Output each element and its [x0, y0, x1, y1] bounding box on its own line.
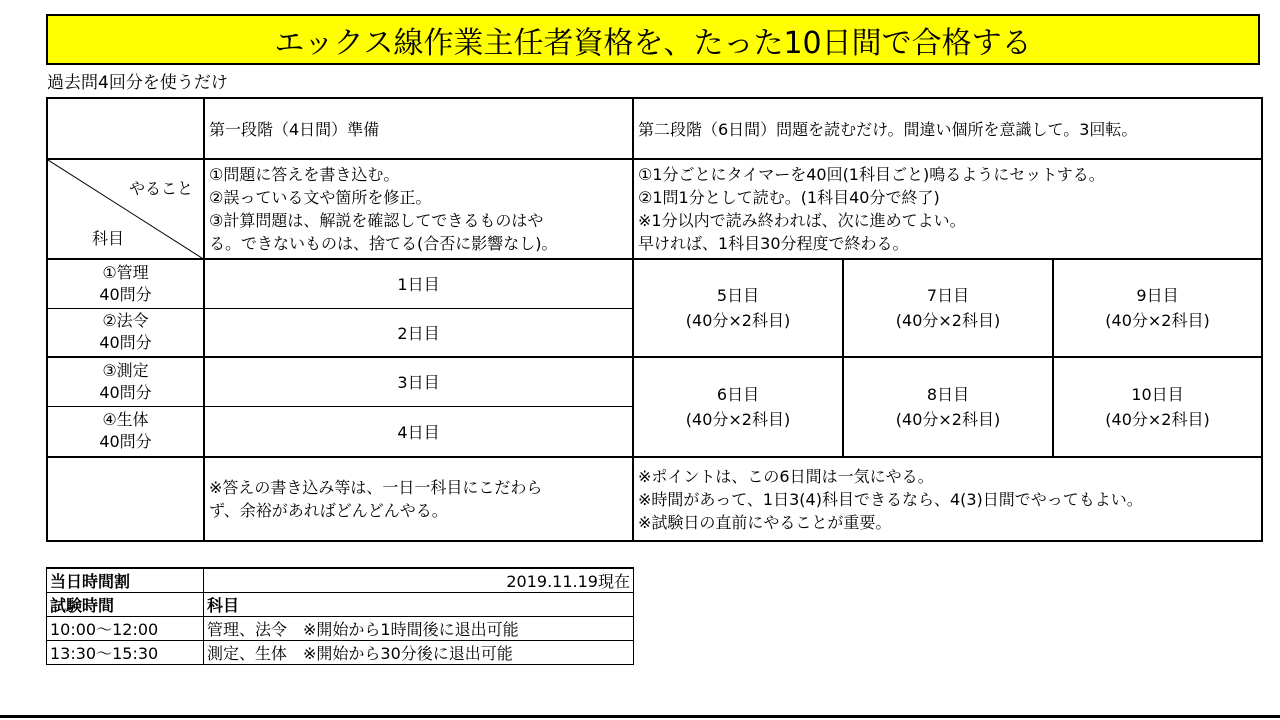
corner-cell: [47, 159, 204, 259]
schedule-time: 10:00～12:00: [47, 617, 204, 641]
schedule-subject-header: 科目: [204, 593, 634, 617]
subject-name: ②法令: [102, 311, 149, 331]
schedule-subject: 測定、生体 ※開始から30分後に退出可能: [204, 641, 634, 665]
day-detail: (40分×2科目): [1105, 311, 1210, 330]
stage1-tasks: [204, 159, 633, 259]
notes-empty-cell: [47, 457, 204, 541]
subject-cell: [47, 259, 204, 308]
day-label: 5日目: [716, 286, 760, 305]
stage2-header: 第二段階（6日間）問題を読むだけ。間違い個所を意識して。3回転。: [633, 98, 1262, 159]
stage2-day-cell: [843, 357, 1053, 457]
note-line: ※答えの書き込み等は、一日一科目にこだわら: [209, 478, 543, 497]
stage2-task-line: 早ければ、1科目30分程度で終わる。: [638, 234, 909, 253]
stage2-tasks: [633, 159, 1262, 259]
day-label: 10日目: [1131, 385, 1184, 404]
corner-label-tasks: やること: [128, 179, 193, 198]
page-title: エックス線作業主任者資格を、たった10日間で合格する: [46, 14, 1260, 65]
bottom-divider: [0, 715, 1280, 718]
day-cell: 2日目: [204, 308, 633, 357]
subject-count: 40問分: [99, 333, 152, 353]
day-cell: 1日目: [204, 259, 633, 308]
stage1-task-line: ②誤っている文や箇所を修正。: [209, 188, 432, 207]
header-empty-cell: [47, 98, 204, 159]
day-label: 9日目: [1136, 286, 1179, 305]
stage1-header: 第一段階（4日間）準備: [204, 98, 633, 159]
page-subtitle: 過去問4回分を使うだけ: [47, 73, 228, 93]
stage2-task-line: ※1分以内で読み終われば、次に進めてよい。: [638, 211, 966, 230]
schedule-as-of: 2019.11.19現在: [204, 568, 634, 593]
stage2-day-cell: [843, 259, 1053, 357]
subject-cell: [47, 357, 204, 406]
subject-name: ④生体: [102, 410, 149, 430]
schedule-row: [47, 641, 634, 665]
day-detail: (40分×2科目): [685, 311, 791, 330]
stage2-day-cell: [1053, 357, 1262, 457]
day-detail: (40分×2科目): [895, 410, 1001, 429]
subject-name: ①管理: [102, 262, 149, 282]
stage2-task-line: ②1問1分として読む。(1科目40分で終了): [638, 188, 940, 207]
subject-cell: [47, 406, 204, 457]
note-line: ※時間があって、1日3(4)科目できるなら、4(3)日間でやってもよい。: [638, 489, 1143, 509]
stage1-task-line: ③計算問題は、解説を確認してできるものはや: [209, 211, 544, 230]
subject-count: 40問分: [99, 382, 152, 402]
subject-count: 40問分: [99, 432, 152, 452]
note-line: ず、余裕があればどんどんやる。: [209, 501, 448, 520]
study-plan-table: [46, 97, 1263, 542]
stage1-task-line: ①問題に答えを書き込む。: [209, 165, 400, 184]
stage2-day-cell: [633, 259, 843, 357]
stage2-day-cell: [633, 357, 843, 457]
note-line: ※試験日の直前にやることが重要。: [638, 512, 892, 532]
schedule-row: [47, 617, 634, 641]
schedule-time-header: 試験時間: [47, 593, 204, 617]
day-detail: (40分×2科目): [895, 311, 1001, 330]
note-line: ※ポイントは、この6日間は一気にやる。: [638, 466, 934, 486]
corner-label-subject: 科目: [92, 229, 125, 248]
day-detail: (40分×2科目): [1105, 410, 1210, 429]
stage2-task-line: ①1分ごとにタイマーを40回(1科目ごと)鳴るようにセットする。: [638, 165, 1105, 184]
day-cell: 4日目: [204, 406, 633, 457]
day-label: 6日目: [716, 385, 760, 404]
day-cell: 3日目: [204, 357, 633, 406]
subject-name: ③測定: [102, 360, 149, 380]
day-detail: (40分×2科目): [685, 410, 791, 429]
exam-schedule-table: [46, 567, 634, 665]
subject-count: 40問分: [99, 284, 152, 304]
subject-cell: [47, 308, 204, 357]
stage2-notes: [633, 457, 1262, 541]
stage2-day-cell: [1053, 259, 1262, 357]
day-label: 8日目: [926, 385, 970, 404]
schedule-title: 当日時間割: [47, 568, 204, 593]
day-label: 7日目: [926, 286, 970, 305]
diagonal-line: [48, 160, 204, 259]
schedule-time: 13:30～15:30: [47, 641, 204, 665]
stage1-task-line: る。できないものは、捨てる(合否に影響なし)。: [209, 234, 558, 253]
schedule-subject: 管理、法令 ※開始から1時間後に退出可能: [204, 617, 634, 641]
stage1-notes: [204, 457, 633, 541]
